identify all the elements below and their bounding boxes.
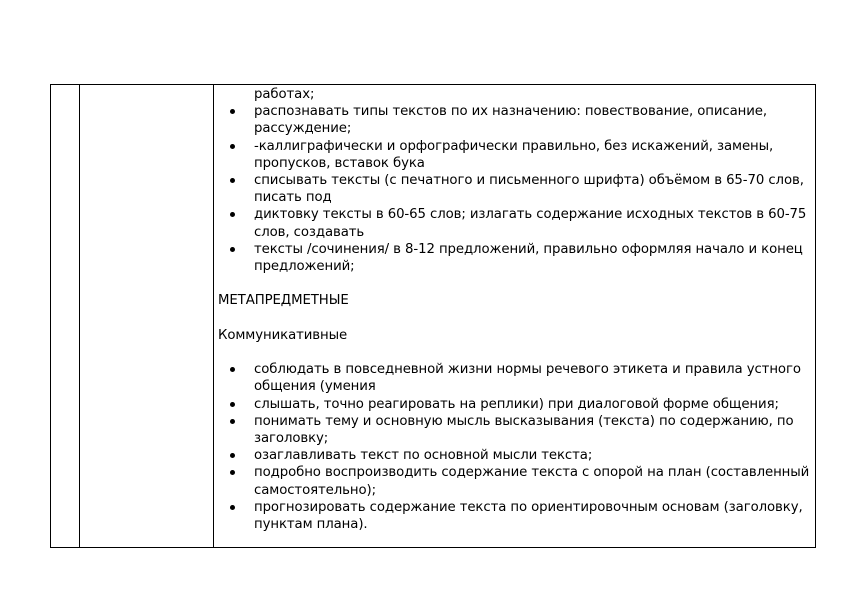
bullet-icon [230, 144, 235, 149]
list-item [218, 499, 812, 533]
list-item-text: прогнозировать содержание текста по ориентировочным основам (заголовку, пунктам плана). [254, 499, 803, 533]
list-item [218, 103, 812, 137]
cell-content [218, 86, 812, 533]
bullet-icon [230, 402, 235, 407]
list-item [218, 413, 812, 447]
bullet-icon [230, 247, 235, 252]
list-item-text: диктовку тексты в 60-65 слов; излагать содержание исходных текстов в 60-75 слов, создавать [254, 207, 807, 240]
list-item-text: слышать, точно реагировать на реплики) при диалоговой форме общения; [254, 396, 779, 412]
bullet-icon [230, 367, 235, 372]
bullet-icon [230, 212, 235, 217]
bullet-icon [230, 419, 235, 424]
list-item [218, 361, 812, 395]
section-heading-meta: МЕТАПРЕДМЕТНЫЕ [218, 293, 349, 309]
bullet-icon [230, 470, 235, 475]
column-divider-1 [79, 85, 80, 547]
spacer [218, 310, 812, 327]
section-heading-communicative: Коммуникативные [218, 327, 348, 343]
list-item [218, 206, 812, 240]
skills-list [218, 103, 812, 275]
bullet-icon [230, 109, 235, 114]
list-item [218, 447, 812, 464]
list-item-text: соблюдать в повседневной жизни нормы речевого этикета и правила устного общения (умения [254, 362, 801, 395]
spacer [218, 344, 812, 361]
continuation-text: работах; [254, 87, 315, 102]
list-item-text: озаглавливать текст по основной мысли текста; [254, 448, 593, 464]
list-item [218, 241, 812, 275]
list-item [218, 396, 812, 413]
list-item-text: списывать тексты (с печатного и письменного шрифта) объёмом в 65-70 слов, писать под [254, 173, 804, 206]
list-item [218, 138, 812, 172]
list-item-text: распознавать типы текстов по их назначению: повествование, описание, рассуждение; [254, 104, 767, 137]
list-item [218, 464, 812, 498]
spacer [218, 275, 812, 292]
list-item-text: подробно воспроизводить содержание текста с опорой на план (составленный самостоятельно); [254, 465, 810, 498]
list-item-text: понимать тему и основную мысль высказывания (текста) по содержанию, по заголовку; [254, 413, 794, 447]
list-item-text: -каллиграфически и орфографически правильно, без искажений, замены, пропусков, вставок бука [254, 138, 774, 171]
bullet-icon [230, 453, 235, 458]
list-item-text: тексты /сочинения/ в 8-12 предложений, правильно оформляя начало и конец предложений; [254, 241, 803, 275]
communicative-list [218, 361, 812, 533]
bullet-icon [230, 178, 235, 183]
list-item [218, 172, 812, 206]
column-divider-2 [213, 85, 214, 547]
bullet-icon [230, 505, 235, 510]
